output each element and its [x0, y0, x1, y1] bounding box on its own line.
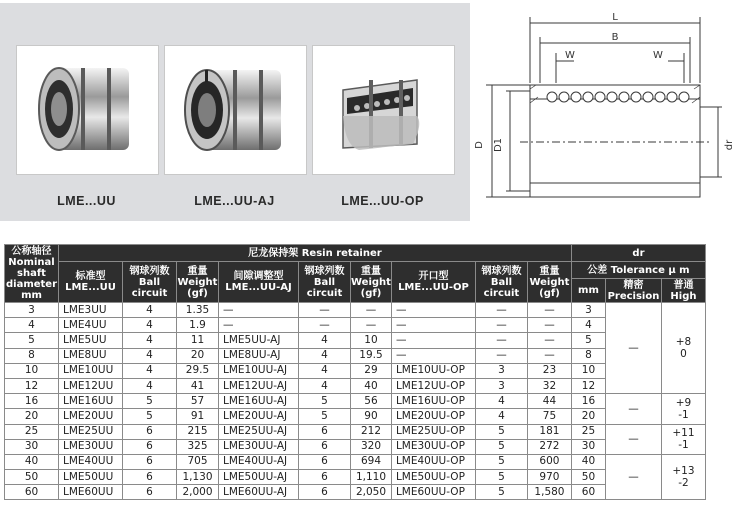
cell-open-model: LME25UU-OP: [391, 424, 475, 439]
cell-open-model: LME40UU-OP: [391, 454, 475, 469]
cell-weight: —: [527, 318, 571, 333]
cell-adjustable-model: LME12UU-AJ: [219, 378, 299, 393]
cell-standard-model: LME10UU: [59, 363, 123, 378]
cell-weight: 20: [177, 348, 219, 363]
cell-open-model: LME20UU-OP: [391, 409, 475, 424]
cell-shaft-diameter: 10: [5, 363, 59, 378]
bearing-photo-icon: [17, 46, 158, 174]
cell-ball-circuit: 4: [123, 378, 177, 393]
cell-dr-mm: 30: [571, 439, 605, 454]
cell-dr-mm: 40: [571, 454, 605, 469]
cell-shaft-diameter: 8: [5, 348, 59, 363]
cell-standard-model: LME40UU: [59, 454, 123, 469]
cell-ball-circuit: 3: [475, 363, 527, 378]
table-row: [5, 333, 706, 348]
cell-ball-circuit: —: [299, 303, 351, 318]
dim-label-W-right: W: [653, 50, 663, 61]
cell-standard-model: LME50UU: [59, 470, 123, 485]
cell-weight: 41: [177, 378, 219, 393]
cell-ball-circuit: 5: [299, 409, 351, 424]
cell-shaft-diameter: 20: [5, 409, 59, 424]
table-row: [5, 439, 706, 454]
bearing-op-photo-icon: [313, 46, 454, 174]
cell-ball-circuit: 4: [299, 363, 351, 378]
table-row: [5, 470, 706, 485]
cell-weight: 2,000: [177, 485, 219, 500]
table-row: [5, 424, 706, 439]
dimension-drawing: [470, 3, 748, 221]
cell-standard-model: LME12UU: [59, 378, 123, 393]
cell-weight: 212: [351, 424, 392, 439]
cell-ball-circuit: 4: [299, 348, 351, 363]
cell-ball-circuit: 4: [299, 378, 351, 393]
cell-ball-circuit: 3: [475, 378, 527, 393]
cell-weight: 1,580: [527, 485, 571, 500]
cell-adjustable-model: —: [219, 303, 299, 318]
cell-ball-circuit: —: [475, 303, 527, 318]
spec-table: [4, 244, 706, 500]
cell-ball-circuit: —: [475, 318, 527, 333]
cell-ball-circuit: 6: [123, 424, 177, 439]
cell-weight: 90: [351, 409, 392, 424]
cell-weight: 29: [351, 363, 392, 378]
table-row: [5, 348, 706, 363]
cell-adjustable-model: LME60UU-AJ: [219, 485, 299, 500]
cell-dr-mm: 10: [571, 363, 605, 378]
header-tolerance: 公差 Tolerance μ m: [571, 262, 705, 279]
cell-ball-circuit: 5: [123, 394, 177, 409]
cell-open-model: LME30UU-OP: [391, 439, 475, 454]
cell-shaft-diameter: 50: [5, 470, 59, 485]
dim-label-dr: dr: [724, 139, 735, 151]
bearing-aj-photo-icon: [165, 46, 306, 174]
cell-shaft-diameter: 30: [5, 439, 59, 454]
cell-precision-tolerance: —: [605, 303, 661, 394]
cell-adjustable-model: LME5UU-AJ: [219, 333, 299, 348]
cell-ball-circuit: 5: [123, 409, 177, 424]
cell-ball-circuit: —: [475, 333, 527, 348]
cell-weight: 32: [527, 378, 571, 393]
cell-adjustable-model: LME40UU-AJ: [219, 454, 299, 469]
cell-weight: 91: [177, 409, 219, 424]
cell-open-model: LME60UU-OP: [391, 485, 475, 500]
table-row: [5, 363, 706, 378]
cell-weight: 181: [527, 424, 571, 439]
header-ball-circuit-3: 钢球列数 Ball circuit: [475, 262, 527, 303]
cell-weight: 1.35: [177, 303, 219, 318]
cell-weight: 75: [527, 409, 571, 424]
cell-weight: 1.9: [177, 318, 219, 333]
cell-standard-model: LME20UU: [59, 409, 123, 424]
cell-ball-circuit: 4: [123, 348, 177, 363]
cell-adjustable-model: LME10UU-AJ: [219, 363, 299, 378]
cell-ball-circuit: 5: [475, 424, 527, 439]
header-high: 普通 High: [661, 279, 705, 303]
spec-table-body: [5, 303, 706, 500]
dim-label-L: L: [612, 12, 618, 23]
cell-weight: 57: [177, 394, 219, 409]
cell-standard-model: LME25UU: [59, 424, 123, 439]
cell-weight: 44: [527, 394, 571, 409]
table-row: [5, 409, 706, 424]
cell-ball-circuit: 6: [299, 454, 351, 469]
cell-dr-mm: 50: [571, 470, 605, 485]
cell-ball-circuit: 5: [299, 394, 351, 409]
header-resin-retainer: 尼龙保持架 Resin retainer: [59, 245, 572, 262]
table-row: [5, 454, 706, 469]
cell-standard-model: LME16UU: [59, 394, 123, 409]
cell-high-tolerance: +9 -1: [661, 394, 705, 424]
header-ball-circuit-1: 钢球列数 Ball circuit: [123, 262, 177, 303]
cell-weight: 320: [351, 439, 392, 454]
cell-shaft-diameter: 16: [5, 394, 59, 409]
cell-ball-circuit: 6: [123, 470, 177, 485]
cell-dr-mm: 20: [571, 409, 605, 424]
cell-ball-circuit: 6: [299, 439, 351, 454]
cell-ball-circuit: 4: [123, 333, 177, 348]
cell-dr-mm: 8: [571, 348, 605, 363]
cell-weight: —: [351, 318, 392, 333]
cell-adjustable-model: LME20UU-AJ: [219, 409, 299, 424]
cell-standard-model: LME60UU: [59, 485, 123, 500]
dim-label-B: B: [611, 32, 619, 43]
cell-ball-circuit: —: [299, 318, 351, 333]
cell-standard-model: LME30UU: [59, 439, 123, 454]
cell-standard-model: LME5UU: [59, 333, 123, 348]
cell-weight: 705: [177, 454, 219, 469]
product-photo-uu-op: [312, 45, 455, 175]
table-row: [5, 485, 706, 500]
cell-standard-model: LME8UU: [59, 348, 123, 363]
cell-adjustable-model: LME50UU-AJ: [219, 470, 299, 485]
cell-open-model: LME12UU-OP: [391, 378, 475, 393]
product-label-uu-aj: LME...UU-AJ: [194, 194, 275, 208]
cell-weight: 1,110: [351, 470, 392, 485]
cell-dr-mm: 60: [571, 485, 605, 500]
cell-shaft-diameter: 60: [5, 485, 59, 500]
dim-label-D: D: [474, 141, 485, 149]
cell-adjustable-model: LME8UU-AJ: [219, 348, 299, 363]
dim-label-W-left: W: [565, 50, 575, 61]
cell-shaft-diameter: 3: [5, 303, 59, 318]
cell-weight: —: [527, 333, 571, 348]
cell-ball-circuit: 6: [299, 470, 351, 485]
cell-shaft-diameter: 40: [5, 454, 59, 469]
cell-adjustable-model: LME25UU-AJ: [219, 424, 299, 439]
cell-open-model: LME50UU-OP: [391, 470, 475, 485]
cell-ball-circuit: —: [475, 348, 527, 363]
cell-shaft-diameter: 12: [5, 378, 59, 393]
cell-weight: 325: [177, 439, 219, 454]
cell-precision-tolerance: —: [605, 394, 661, 424]
header-dr: dr: [571, 245, 705, 262]
table-row: [5, 318, 706, 333]
cell-weight: 56: [351, 394, 392, 409]
cell-ball-circuit: 5: [475, 470, 527, 485]
cell-weight: 10: [351, 333, 392, 348]
header-shaft-diameter: 公称轴径 Nominal shaft diameter mm: [5, 246, 58, 301]
cell-open-model: —: [391, 348, 475, 363]
cell-weight: 29.5: [177, 363, 219, 378]
cell-precision-tolerance: —: [605, 454, 661, 500]
cell-open-model: —: [391, 318, 475, 333]
cell-shaft-diameter: 4: [5, 318, 59, 333]
product-photo-uu: [16, 45, 159, 175]
cell-weight: 11: [177, 333, 219, 348]
cell-high-tolerance: +8 0: [661, 303, 705, 394]
cell-weight: 19.5: [351, 348, 392, 363]
cell-dr-mm: 12: [571, 378, 605, 393]
header-ball-circuit-2: 钢球列数 Ball circuit: [299, 262, 351, 303]
product-header-section: [0, 0, 748, 228]
cell-weight: 1,130: [177, 470, 219, 485]
cell-open-model: —: [391, 303, 475, 318]
header-precision: 精密 Precision: [605, 279, 661, 303]
cell-adjustable-model: LME16UU-AJ: [219, 394, 299, 409]
cell-dr-mm: 5: [571, 333, 605, 348]
cell-ball-circuit: 4: [123, 363, 177, 378]
cell-dr-mm: 16: [571, 394, 605, 409]
cell-weight: 970: [527, 470, 571, 485]
cell-dr-mm: 3: [571, 303, 605, 318]
cell-high-tolerance: +13 -2: [661, 454, 705, 500]
header-standard-type: 标准型 LME...UU: [59, 262, 123, 303]
cell-ball-circuit: 6: [299, 485, 351, 500]
cell-shaft-diameter: 25: [5, 424, 59, 439]
product-label-uu-op: LME...UU-OP: [341, 194, 424, 208]
cell-open-model: LME16UU-OP: [391, 394, 475, 409]
cell-high-tolerance: +11 -1: [661, 424, 705, 454]
cell-ball-circuit: 5: [475, 454, 527, 469]
cell-ball-circuit: 6: [123, 454, 177, 469]
cell-weight: —: [351, 303, 392, 318]
header-open-type: 开口型 LME...UU-OP: [391, 262, 475, 303]
cell-ball-circuit: 4: [299, 333, 351, 348]
cell-ball-circuit: 5: [475, 439, 527, 454]
cell-dr-mm: 4: [571, 318, 605, 333]
cell-adjustable-model: —: [219, 318, 299, 333]
cell-weight: 215: [177, 424, 219, 439]
cell-shaft-diameter: 5: [5, 333, 59, 348]
dim-label-D1: D1: [493, 137, 504, 153]
cell-open-model: LME10UU-OP: [391, 363, 475, 378]
cell-ball-circuit: 5: [475, 485, 527, 500]
header-weight-3: 重量 Weight (gf): [527, 262, 571, 303]
cell-weight: —: [527, 348, 571, 363]
cell-weight: —: [527, 303, 571, 318]
table-row: [5, 394, 706, 409]
cell-ball-circuit: 6: [123, 439, 177, 454]
header-weight-1: 重量 Weight (gf): [177, 262, 219, 303]
cell-ball-circuit: 6: [123, 485, 177, 500]
cell-ball-circuit: 6: [299, 424, 351, 439]
cell-weight: 694: [351, 454, 392, 469]
table-row: [5, 303, 706, 318]
product-label-uu: LME...UU: [57, 194, 116, 208]
product-photo-uu-aj: [164, 45, 307, 175]
cell-weight: 2,050: [351, 485, 392, 500]
header-weight-2: 重量 Weight (gf): [351, 262, 392, 303]
cell-ball-circuit: 4: [475, 394, 527, 409]
cell-precision-tolerance: —: [605, 424, 661, 454]
cell-weight: 40: [351, 378, 392, 393]
cell-dr-mm: 25: [571, 424, 605, 439]
cell-adjustable-model: LME30UU-AJ: [219, 439, 299, 454]
cell-weight: 272: [527, 439, 571, 454]
cell-ball-circuit: 4: [123, 318, 177, 333]
cell-standard-model: LME4UU: [59, 318, 123, 333]
header-adjustable-type: 间隙调整型 LME...UU-AJ: [219, 262, 299, 303]
cell-standard-model: LME3UU: [59, 303, 123, 318]
product-photo-panel: [0, 3, 470, 221]
cell-weight: 600: [527, 454, 571, 469]
cell-ball-circuit: 4: [475, 409, 527, 424]
cell-ball-circuit: 4: [123, 303, 177, 318]
bearing-cross-section-diagram: [470, 3, 748, 221]
cell-weight: 23: [527, 363, 571, 378]
header-mm: mm: [571, 279, 605, 303]
cell-open-model: —: [391, 333, 475, 348]
table-row: [5, 378, 706, 393]
